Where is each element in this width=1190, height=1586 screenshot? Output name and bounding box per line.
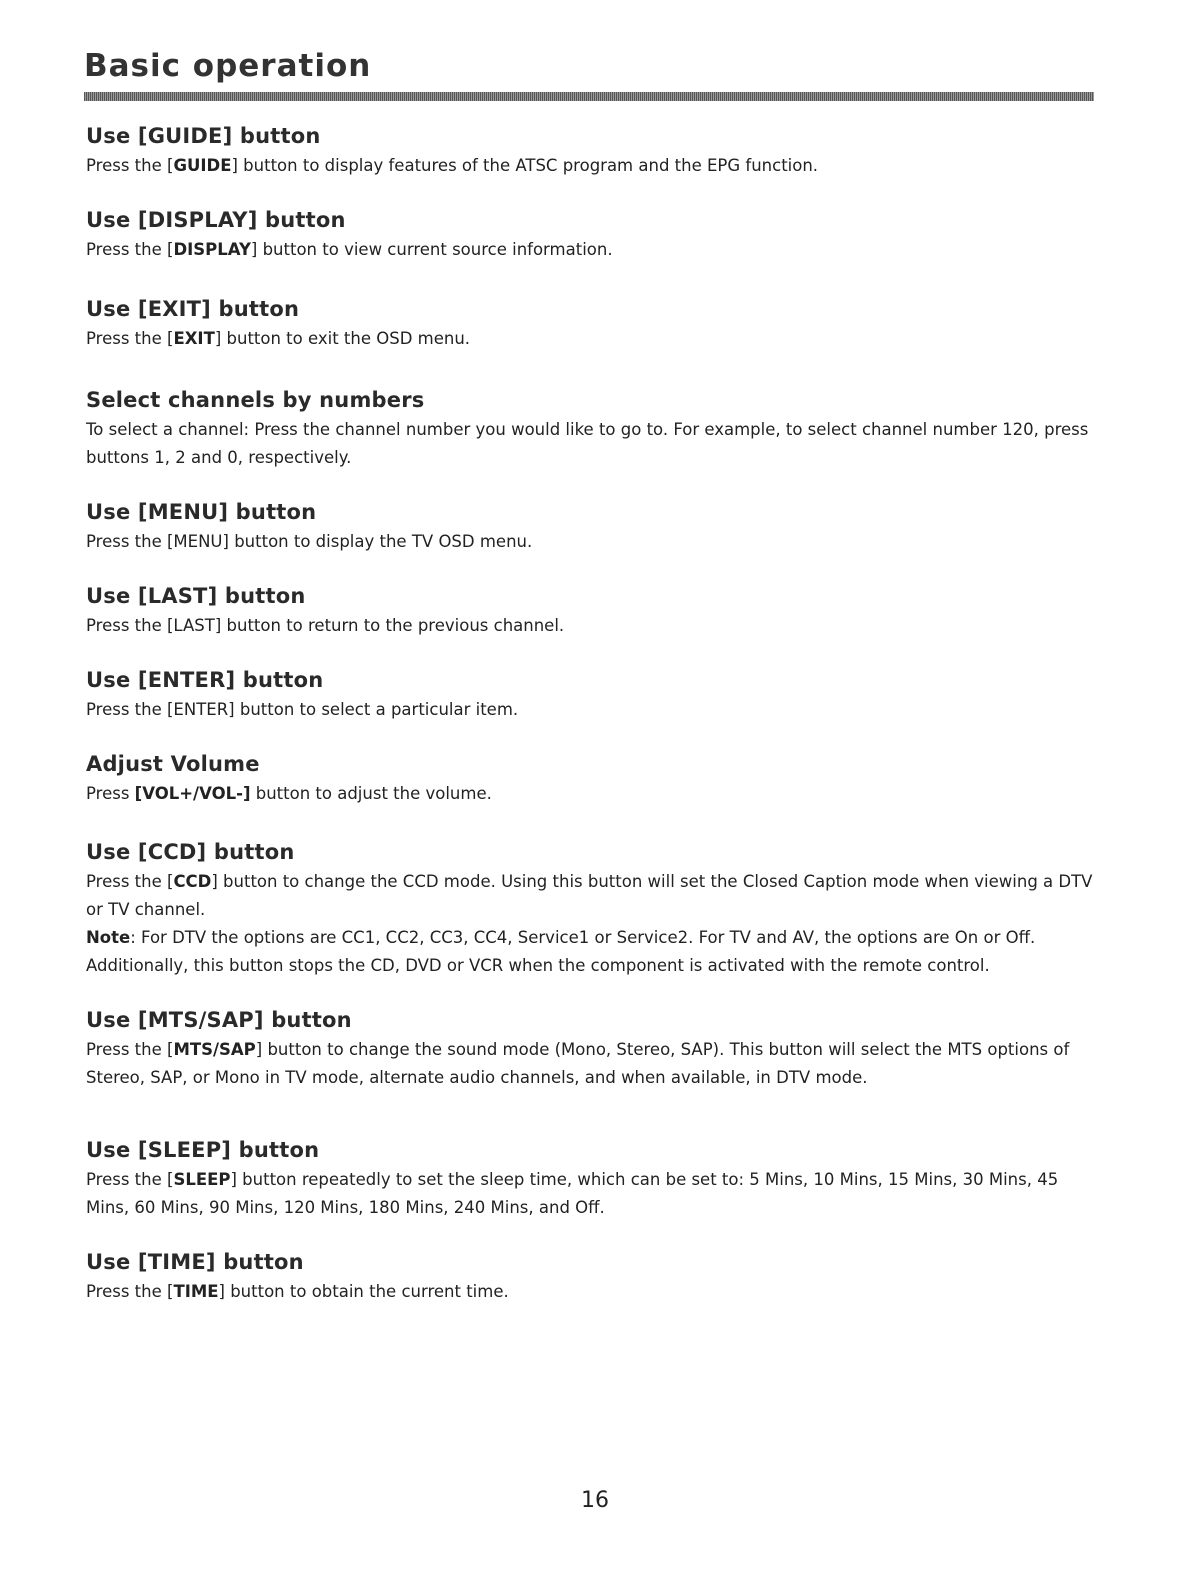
section-heading: Use [MTS/SAP] button <box>86 1008 352 1032</box>
section-ccd-button <box>86 840 1094 980</box>
section-heading: Use [CCD] button <box>86 840 295 864</box>
section-heading: Use [LAST] button <box>86 584 306 608</box>
section-heading: Use [TIME] button <box>86 1250 304 1274</box>
section-heading: Use [EXIT] button <box>86 297 300 321</box>
section-mts-sap-button <box>86 1008 1094 1092</box>
section-text: Press the [SLEEP] button repeatedly to set the sleep time, which can be set to: 5 Mins, 10 Mins, 15 Mins, 30 Mins, 45 Mins, 60 Mins, 90 Mins, 120 Mins, 180 Mins, 240 Mins, and Off. <box>86 1170 1059 1217</box>
section-heading: Use [ENTER] button <box>86 668 324 692</box>
section-heading: Select channels by numbers <box>86 388 425 412</box>
section-text: To select a channel: Press the channel number you would like to go to. For example, to select channel number 120, press buttons 1, 2 and 0, respectively. <box>86 420 1089 467</box>
section-sleep-button <box>86 1138 1094 1222</box>
page-number: 16 <box>581 1488 609 1513</box>
section-text: Press the [DISPLAY] button to view current source information. <box>86 240 613 259</box>
section-select-channels <box>86 388 1094 472</box>
section-heading: Use [GUIDE] button <box>86 124 321 148</box>
section-text: Press the [MENU] button to display the TV OSD menu. <box>86 532 533 551</box>
section-menu-button <box>86 500 1094 556</box>
section-adjust-volume <box>86 752 1094 808</box>
section-heading: Use [SLEEP] button <box>86 1138 320 1162</box>
section-heading: Use [DISPLAY] button <box>86 208 346 232</box>
section-heading: Use [MENU] button <box>86 500 317 524</box>
section-text: Press the [EXIT] button to exit the OSD menu. <box>86 329 471 348</box>
section-text: Press the [MTS/SAP] button to change the sound mode (Mono, Stereo, SAP). This button will select the MTS options of Stereo, SAP, or Mono in TV mode, alternate audio channels, and when available, in DTV mode. <box>86 1040 1070 1087</box>
section-time-button <box>86 1250 1094 1306</box>
section-heading: Adjust Volume <box>86 752 260 776</box>
section-display-button <box>86 208 1094 264</box>
section-guide-button <box>86 124 1094 180</box>
section-text: Press the [CCD] button to change the CCD mode. Using this button will set the Closed Caption mode when viewing a DTV or TV channel. Note: For DTV the options are CC1, CC2, CC3, CC4, Service1 or Service2. For TV and AV, the options are On or Off. Additionally, this button stops the CD, DVD or VCR when the component is activated with the remote control. <box>86 872 1093 975</box>
section-text: Press the [TIME] button to obtain the current time. <box>86 1282 509 1301</box>
page-title: Basic operation <box>84 48 372 84</box>
section-text: Press the [ENTER] button to select a particular item. <box>86 700 519 719</box>
section-enter-button <box>86 668 1094 724</box>
section-text: Press the [GUIDE] button to display features of the ATSC program and the EPG function. <box>86 156 819 175</box>
section-last-button <box>86 584 1094 640</box>
section-exit-button <box>86 297 1094 353</box>
section-text: Press [VOL+/VOL-] button to adjust the volume. <box>86 784 492 803</box>
section-text: Press the [LAST] button to return to the previous channel. <box>86 616 565 635</box>
title-rule <box>84 92 1094 101</box>
